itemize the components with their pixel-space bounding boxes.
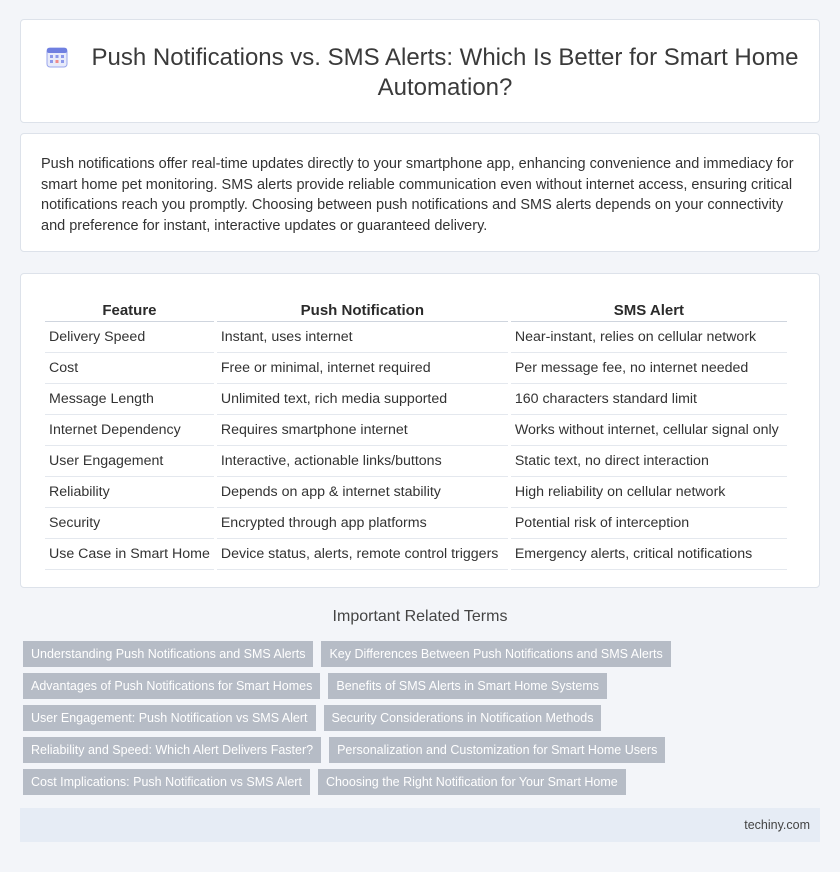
related-term-tag[interactable]: Benefits of SMS Alerts in Smart Home Systems bbox=[328, 673, 607, 699]
table-row bbox=[45, 508, 787, 539]
table-cell: Free or minimal, internet required bbox=[217, 353, 508, 384]
related-terms-title: Important Related Terms bbox=[332, 608, 508, 625]
column-header-push: Push Notification bbox=[217, 294, 508, 322]
intro-card bbox=[20, 133, 820, 252]
related-terms-tags bbox=[23, 641, 823, 801]
related-term-tag[interactable]: Key Differences Between Push Notifications and SMS Alerts bbox=[321, 641, 670, 667]
table-cell: Delivery Speed bbox=[45, 322, 214, 353]
table-cell: 160 characters standard limit bbox=[511, 384, 787, 415]
tag-row bbox=[23, 673, 823, 699]
table-cell: Per message fee, no internet needed bbox=[511, 353, 787, 384]
calendar-grid-icon bbox=[46, 46, 68, 68]
comparison-table-card bbox=[20, 273, 820, 588]
table-header-row bbox=[45, 294, 787, 322]
table-cell: Device status, alerts, remote control triggers bbox=[217, 539, 508, 570]
table-cell: Depends on app & internet stability bbox=[217, 477, 508, 508]
related-term-tag[interactable]: Advantages of Push Notifications for Smart Homes bbox=[23, 673, 320, 699]
related-term-tag[interactable]: User Engagement: Push Notification vs SMS Alert bbox=[23, 705, 316, 731]
intro-paragraph: Push notifications offer real-time updates directly to your smartphone app, enhancing convenience and immediacy for smart home pet monitoring. SMS alerts provide reliable communication even without internet access, ensuring critical notifications reach you promptly. Choosing between push notifications and SMS alerts depends on your connectivity and preference for instant, interactive updates or guaranteed delivery. bbox=[41, 156, 794, 234]
table-row bbox=[45, 384, 787, 415]
table-cell: Use Case in Smart Home bbox=[45, 539, 214, 570]
page-title: Push Notifications vs. SMS Alerts: Which Is Better for Smart Home Automation? bbox=[91, 44, 799, 101]
tag-row bbox=[23, 769, 823, 795]
table-row bbox=[45, 415, 787, 446]
related-term-tag[interactable]: Understanding Push Notifications and SMS Alerts bbox=[23, 641, 313, 667]
footer-site-link[interactable]: techiny.com bbox=[744, 818, 810, 832]
table-cell: Encrypted through app platforms bbox=[217, 508, 508, 539]
comparison-table bbox=[42, 294, 790, 570]
footer bbox=[20, 808, 820, 842]
related-term-tag[interactable]: Choosing the Right Notification for Your Smart Home bbox=[318, 769, 626, 795]
tag-row bbox=[23, 705, 823, 731]
tag-row bbox=[23, 641, 823, 667]
table-cell: User Engagement bbox=[45, 446, 214, 477]
table-cell: Reliability bbox=[45, 477, 214, 508]
table-cell: Instant, uses internet bbox=[217, 322, 508, 353]
table-cell: Unlimited text, rich media supported bbox=[217, 384, 508, 415]
header-card bbox=[20, 19, 820, 123]
table-row bbox=[45, 322, 787, 353]
table-row bbox=[45, 539, 787, 570]
table-cell: Works without internet, cellular signal only bbox=[511, 415, 787, 446]
table-row bbox=[45, 446, 787, 477]
tag-row bbox=[23, 737, 823, 763]
related-term-tag[interactable]: Personalization and Customization for Smart Home Users bbox=[329, 737, 665, 763]
table-cell: Potential risk of interception bbox=[511, 508, 787, 539]
column-header-sms: SMS Alert bbox=[511, 294, 787, 322]
related-term-tag[interactable]: Reliability and Speed: Which Alert Delivers Faster? bbox=[23, 737, 321, 763]
table-cell: Near-instant, relies on cellular network bbox=[511, 322, 787, 353]
table-cell: Cost bbox=[45, 353, 214, 384]
column-header-feature: Feature bbox=[45, 294, 214, 322]
table-row bbox=[45, 477, 787, 508]
table-row bbox=[45, 353, 787, 384]
table-cell: Security bbox=[45, 508, 214, 539]
related-term-tag[interactable]: Security Considerations in Notification Methods bbox=[324, 705, 602, 731]
table-cell: Interactive, actionable links/buttons bbox=[217, 446, 508, 477]
table-cell: Static text, no direct interaction bbox=[511, 446, 787, 477]
table-cell: Emergency alerts, critical notifications bbox=[511, 539, 787, 570]
related-term-tag[interactable]: Cost Implications: Push Notification vs SMS Alert bbox=[23, 769, 310, 795]
table-cell: High reliability on cellular network bbox=[511, 477, 787, 508]
table-cell: Requires smartphone internet bbox=[217, 415, 508, 446]
table-cell: Message Length bbox=[45, 384, 214, 415]
table-cell: Internet Dependency bbox=[45, 415, 214, 446]
